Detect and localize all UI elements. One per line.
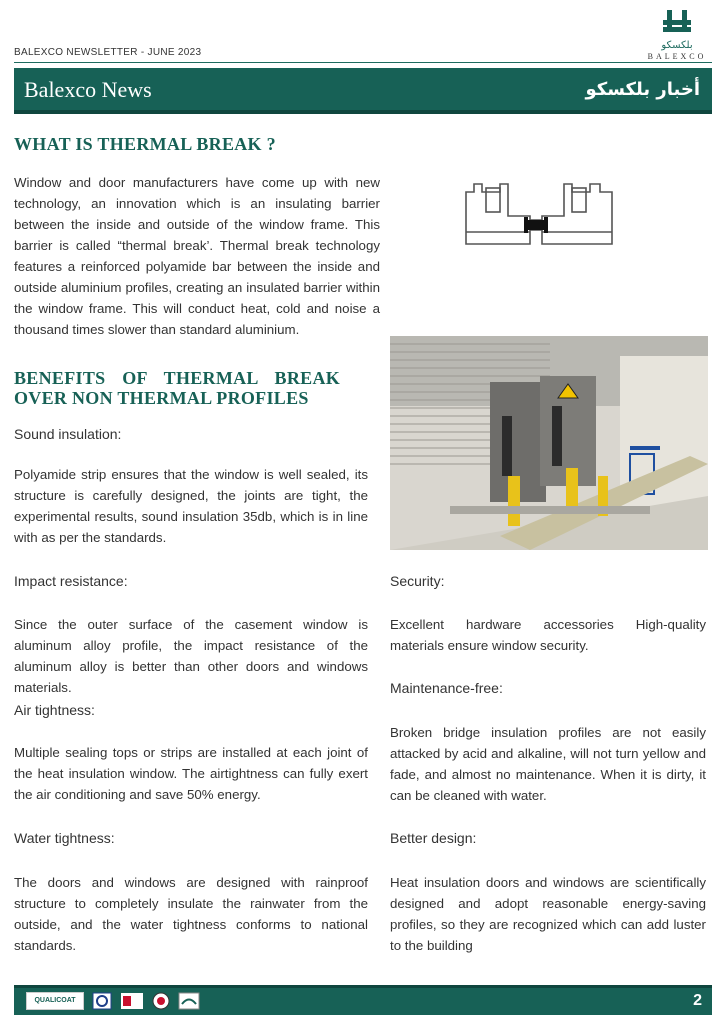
logo-latin-text: BALEXCO bbox=[647, 52, 707, 61]
benefit-title-security: Security: bbox=[390, 573, 445, 589]
page-footer bbox=[14, 985, 712, 1015]
certification-logos bbox=[26, 992, 200, 1010]
iso-certification-icon bbox=[120, 992, 144, 1010]
benefit-text-water: The doors and windows are designed with rainproof structure to completely insulate the rainwater from the outside, and the water tightness conforms to national standards. bbox=[14, 875, 368, 953]
benefit-title-impact: Impact resistance: bbox=[14, 573, 128, 589]
banner-title: Balexco News bbox=[24, 77, 152, 102]
benefits-heading-line2: OVER NON THERMAL PROFILES bbox=[14, 388, 309, 408]
benefit-text-impact: Since the outer surface of the casement window is aluminum alloy profile, the impact resistance of the aluminum alloy is better than other doors and windows materials. bbox=[14, 617, 368, 695]
benefit-title-sound: Sound insulation: bbox=[14, 426, 122, 442]
benefits-heading-line1: BENEFITS OF THERMAL BREAK bbox=[14, 368, 341, 388]
balexco-logo-mark-icon bbox=[659, 6, 695, 36]
benefit-title-water: Water tightness: bbox=[14, 830, 115, 846]
logo-arabic-text: بلكسكو bbox=[661, 40, 693, 51]
section-heading-benefits bbox=[14, 368, 340, 408]
benefit-text-design: Heat insulation doors and windows are scientifically designed and adopt reasonable energy-saving profiles, so they are recognized which can add luster to the building bbox=[390, 875, 706, 953]
header-divider bbox=[14, 62, 712, 63]
thermal-break-paragraph: Window and door manufacturers have come up with new technology, an innovation which is an insulating barrier between the inside and outside of the window frame. This barrier is called “thermal break’. Thermal break technology features a reinforced polyamide bar between the inside and outside aluminium profiles, creating an insulated barrier within the window frame. This will conduct heat, cold and noise a thousand times slower than standard aluminium. bbox=[14, 175, 380, 337]
thermal-break-profile-diagram bbox=[460, 174, 620, 264]
benefit-text-security: Excellent hardware accessories High-quality materials ensure window security. bbox=[390, 617, 706, 653]
quality-mark-icon bbox=[92, 992, 112, 1010]
benefit-text-air: Multiple sealing tops or strips are installed at each joint of the heat insulation window. The airtightness can fully exert the air conditioning and save 50% energy. bbox=[14, 745, 368, 802]
benefit-title-air: Air tightness: bbox=[14, 702, 95, 718]
benefit-text-maintenance: Broken bridge insulation profiles are not easily attacked by acid and alkaline, will not turn yellow and fade, and almost no maintenance. When it is dirty, it can be cleaned with water. bbox=[390, 725, 706, 803]
newsletter-date-line: BALEXCO NEWSLETTER - JUNE 2023 bbox=[14, 47, 202, 58]
banner-arabic-title: أخبار بلكسكو bbox=[585, 79, 700, 100]
bureau-veritas-icon bbox=[152, 992, 170, 1010]
benefit-text-sound: Polyamide strip ensures that the window is well sealed, its structure is carefully designed, the joints are tight, the experimental results, sound insulation 35db, which is in line with as per the standards. bbox=[14, 467, 368, 545]
qualicoat-logo: QUALICOAT bbox=[26, 992, 84, 1010]
news-banner bbox=[14, 68, 712, 114]
benefit-title-design: Better design: bbox=[390, 830, 477, 846]
benefit-title-maintenance: Maintenance-free: bbox=[390, 680, 503, 696]
factory-machine-photo bbox=[390, 336, 708, 550]
partner-logo-icon bbox=[178, 992, 200, 1010]
balexco-logo bbox=[642, 6, 712, 64]
section-heading-thermal-break: WHAT IS THERMAL BREAK ? bbox=[14, 134, 276, 154]
page-number: 2 bbox=[693, 992, 702, 1009]
